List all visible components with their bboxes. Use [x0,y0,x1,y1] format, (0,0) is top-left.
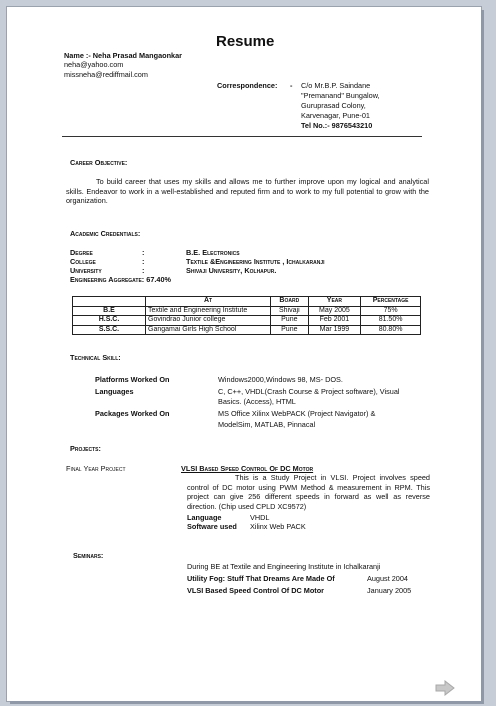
table-row [73,316,421,326]
projects-heading: Projects: [70,444,101,453]
seminar-intro: During BE at Textile and Engineering Institute in Ichalkaranji [187,562,381,571]
telephone: Tel No.:- 9876543210 [301,121,373,130]
languages-value: C, C++, VHDL(Crash Course & Project software), Visual [218,387,400,396]
aggregate: Engineering Aggregate: 67.40% [70,275,172,284]
divider [62,136,422,137]
correspondence-label: Correspondence: [217,81,278,90]
education-table [72,296,421,335]
college-separator: : [142,257,145,266]
table-header: At [146,297,271,307]
table-cell: Gangamai Girls High School [146,325,271,335]
degree-value: B.E. Electronics [186,248,240,257]
table-cell: Pune [271,316,309,326]
career-objective-text: To build career that uses my skills and allows me to further improve upon my logical and analytical skills. Endeavor to work in a well-established and reputed firm and to work to my full potential to grow with the organization. [66,177,429,206]
address-line: C/o Mr.B.P. Saindane [301,81,371,90]
project-description: This is a Study Project in VLSI. Project involves speed control of DC motor using PWM Method & measurement in RPM. This project can give 256 different speeds in forward as well as reverse direction. (Chip used CPLD XC9572) [187,473,430,511]
languages-label: Languages [95,387,134,396]
table-cell: May 2005 [308,306,361,316]
software-value: Xilinx Web PACK [250,522,306,531]
table-header [73,297,146,307]
table-cell: 80.80% [361,325,421,335]
platforms-label: Platforms Worked On [95,375,170,384]
table-cell: Shivaji [271,306,309,316]
degree-label: Degree [70,248,93,257]
correspondence-dash: - [290,81,293,90]
seminar-date: January 2005 [367,586,412,595]
college-value: Textile &Engineering Institute , Ichalkaranji [186,257,325,266]
platforms-value: Windows2000,Windows 98, MS- DOS. [218,375,343,384]
technical-heading: Technical Skill: [70,353,121,362]
table-cell: Govindrao Junior college [146,316,271,326]
languages-value: Basics. (Access), HTML [218,397,296,406]
address-line: Guruprasad Colony, [301,101,366,110]
project-title: VLSI Based Speed Control Of DC Motor [181,464,314,473]
table-cell: Pune [271,325,309,335]
seminar-date: August 2004 [367,574,408,583]
packages-value: ModelSim, MATLAB, Pinnacal [218,420,316,429]
table-row [73,325,421,335]
table-cell: B.E [73,306,146,316]
table-header-row [73,297,421,307]
degree-separator: : [142,248,145,257]
email-primary: neha@yahoo.com [64,60,124,69]
final-year-project-label: Final Year Project [66,464,126,473]
table-cell: Mar 1999 [308,325,361,335]
packages-value: MS Office Xilinx WebPACK (Project Navigator) & [218,409,376,418]
table-cell: 81.50% [361,316,421,326]
email-secondary: missneha@rediffmail.com [64,70,148,79]
table-row [73,306,421,316]
university-label: University [70,266,102,275]
seminar-title: Utility Fog: Stuff That Dreams Are Made Of [187,574,335,583]
university-separator: : [142,266,145,275]
next-page-button[interactable] [435,680,455,696]
college-label: College [70,257,96,266]
language-label: Language [187,513,222,522]
seminars-heading: Seminars: [73,551,104,560]
table-header: Percentage [361,297,421,307]
career-objective-heading: Career Objective: [70,158,128,167]
table-header: Board [271,297,309,307]
table-cell: Textile and Engineering Institute [146,306,271,316]
packages-label: Packages Worked On [95,409,170,418]
language-value: VHDL [250,513,270,522]
arrow-right-icon [435,680,455,696]
table-cell: S.S.C. [73,325,146,335]
candidate-name: Name :- Neha Prasad Mangaonkar [64,51,183,60]
page-title: Resume [216,33,275,50]
table-cell: 75% [361,306,421,316]
seminar-title: VLSI Based Speed Control Of DC Motor [187,586,325,595]
resume-page [7,7,481,701]
academic-heading: Academic Credentials: [70,229,141,238]
university-value: Shivaji University, Kolhapur. [186,266,277,275]
table-cell: H.S.C. [73,316,146,326]
table-cell: Feb 2001 [308,316,361,326]
address-line: Karvenagar, Pune-01 [301,111,370,120]
address-line: "Premanand" Bungalow, [301,91,380,100]
table-header: Year [308,297,361,307]
software-label: Software used [187,522,237,531]
